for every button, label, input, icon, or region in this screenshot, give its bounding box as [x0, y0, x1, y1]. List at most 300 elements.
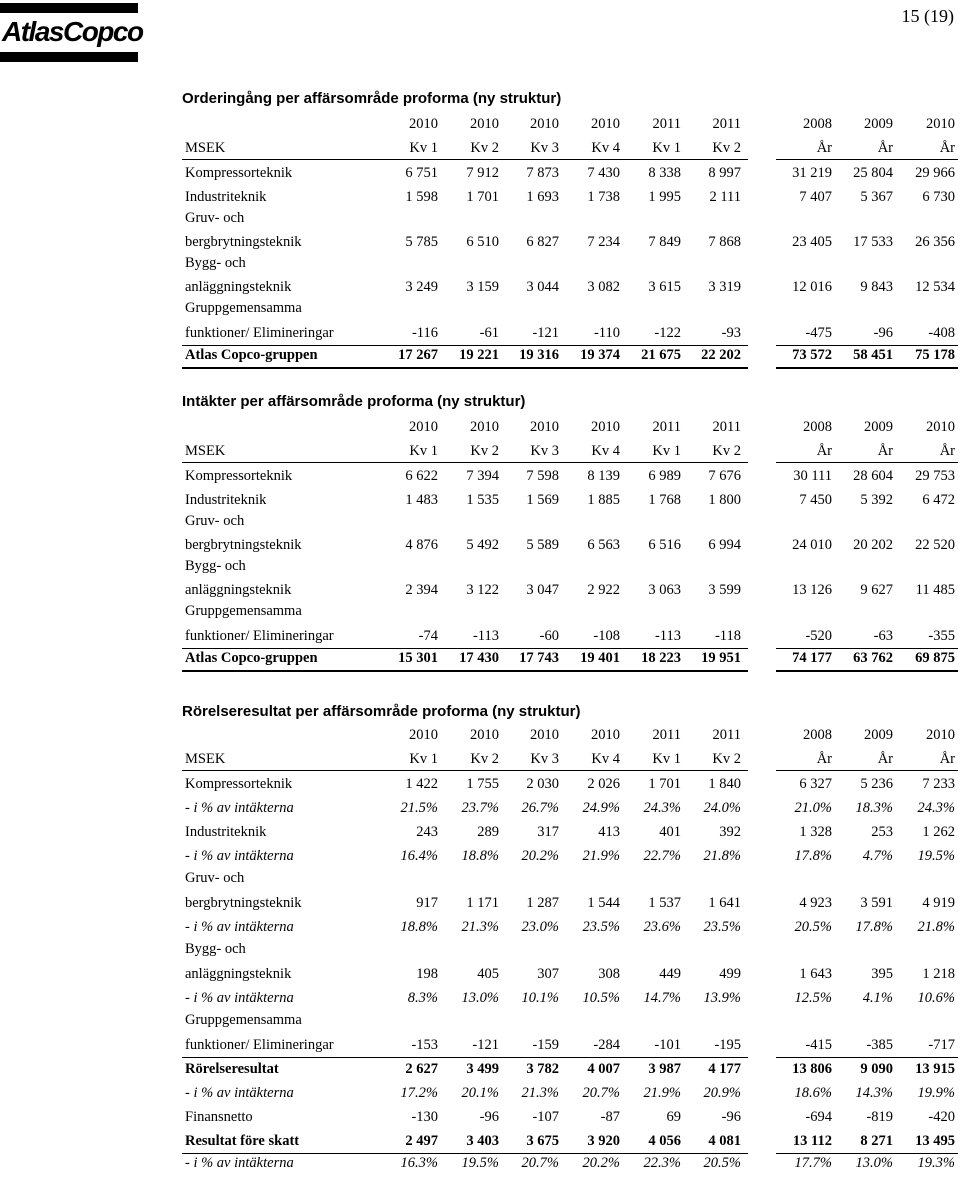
- cell-value: 13 126: [792, 582, 832, 598]
- cell-value: -110: [593, 325, 620, 341]
- cell-value: 17 533: [853, 234, 893, 250]
- cell-value: -61: [479, 325, 499, 341]
- cell-value: -121: [532, 325, 559, 341]
- table-row: [182, 1129, 958, 1153]
- cell-value: 2 030: [526, 776, 559, 792]
- cell-value: 499: [719, 966, 741, 982]
- row-label: Resultat före skatt: [185, 1133, 300, 1149]
- cell-value: 29 966: [915, 165, 955, 181]
- row-label: - i % av intäkterna: [185, 800, 294, 816]
- cell-value: 19.5%: [917, 848, 955, 864]
- cell-value: 5 785: [405, 234, 438, 250]
- cell-value: 4 177: [708, 1061, 741, 1077]
- table-row-label-only: [182, 1010, 958, 1032]
- table-row-label-only: [182, 512, 958, 533]
- cell-value: -96: [479, 1109, 499, 1125]
- cell-value: 1 995: [648, 189, 681, 205]
- row-label: Bygg- och: [185, 558, 246, 574]
- cell-value: 75 178: [915, 347, 955, 363]
- cell-value: 7 450: [799, 492, 832, 508]
- cell-value: Kv 1: [652, 140, 681, 156]
- total-underline-years: [776, 367, 958, 369]
- cell-value: 3 082: [587, 279, 620, 295]
- cell-value: 19.3%: [917, 1155, 955, 1171]
- table-row-label-only: [182, 254, 958, 275]
- cell-value: -113: [472, 628, 499, 644]
- cell-value: -420: [928, 1109, 955, 1125]
- row-label: Atlas Copco-gruppen: [185, 650, 318, 666]
- cell-value: -130: [411, 1109, 438, 1125]
- cell-value: 2 922: [587, 582, 620, 598]
- cell-value: 6 751: [405, 165, 438, 181]
- cell-value: 13 112: [792, 1133, 832, 1149]
- cell-value: 2010: [409, 419, 438, 435]
- cell-value: 7 234: [587, 234, 620, 250]
- cell-value: -107: [532, 1109, 559, 1125]
- header-years-row: [182, 415, 958, 439]
- cell-value: Kv 2: [712, 140, 741, 156]
- cell-value: -118: [714, 628, 741, 644]
- cell-value: 19.5%: [461, 1155, 499, 1171]
- row-label: Kompressorteknik: [185, 468, 293, 484]
- table-row-label-only: [182, 299, 958, 320]
- row-label: - i % av intäkterna: [185, 990, 294, 1006]
- row-label: MSEK: [185, 751, 226, 767]
- cell-value: 1 738: [587, 189, 620, 205]
- cell-value: 3 782: [526, 1061, 559, 1077]
- cell-value: 74 177: [792, 650, 832, 666]
- row-label: - i % av intäkterna: [185, 1155, 294, 1171]
- cell-value: 21.3%: [461, 919, 499, 935]
- cell-value: 73 572: [792, 347, 832, 363]
- cell-value: 2010: [926, 116, 955, 132]
- row-label: Kompressorteknik: [185, 776, 293, 792]
- cell-value: 17 267: [398, 347, 438, 363]
- cell-value: 2009: [864, 727, 893, 743]
- cell-value: 7 676: [708, 468, 741, 484]
- row-label: Gruppgemensamma: [185, 1012, 302, 1028]
- cell-value: -819: [866, 1109, 893, 1125]
- table-row: [182, 986, 958, 1010]
- cell-value: Kv 2: [470, 751, 499, 767]
- cell-value: 3 675: [526, 1133, 559, 1149]
- cell-value: 2010: [409, 727, 438, 743]
- cell-value: 2011: [652, 727, 681, 743]
- total-underline: [182, 670, 748, 672]
- row-label: Industriteknik: [185, 824, 267, 840]
- cell-value: 1 800: [708, 492, 741, 508]
- cell-value: 2 026: [587, 776, 620, 792]
- cell-value: 17 430: [459, 650, 499, 666]
- cell-value: 16.3%: [400, 1155, 438, 1171]
- cell-value: 26.7%: [521, 800, 559, 816]
- cell-value: 20.5%: [794, 919, 832, 935]
- cell-value: 3 249: [405, 279, 438, 295]
- orders-title: Orderingång per affärsområde proforma (ny struktur): [182, 90, 562, 107]
- cell-value: 10.1%: [521, 990, 559, 1006]
- row-label: bergbrytningsteknik: [185, 537, 302, 553]
- table-row: [182, 1032, 958, 1057]
- cell-value: 69 875: [915, 650, 955, 666]
- cell-value: 3 615: [648, 279, 681, 295]
- cell-value: 289: [477, 824, 499, 840]
- table-row-label-only: [182, 557, 958, 578]
- table-row: [182, 796, 958, 820]
- cell-value: -694: [805, 1109, 832, 1125]
- cell-value: 4 007: [587, 1061, 620, 1077]
- subtotal-topline-years: [776, 1057, 958, 1058]
- cell-value: -122: [654, 325, 681, 341]
- cell-value: 3 044: [526, 279, 559, 295]
- cell-value: 13 495: [915, 1133, 955, 1149]
- cell-value: 2010: [470, 727, 499, 743]
- cell-value: -284: [593, 1037, 620, 1053]
- cell-value: 6 827: [526, 234, 559, 250]
- cell-value: 7 394: [466, 468, 499, 484]
- row-label: funktioner/ Elimineringar: [185, 1037, 334, 1053]
- total-underline: [182, 367, 748, 369]
- cell-value: 18.6%: [794, 1085, 832, 1101]
- table-row-label-only: [182, 209, 958, 230]
- cell-value: 22.3%: [643, 1155, 681, 1171]
- cell-value: 1 885: [587, 492, 620, 508]
- table-row: [182, 185, 958, 209]
- cell-value: 22.7%: [643, 848, 681, 864]
- cell-value: 6 510: [466, 234, 499, 250]
- cell-value: 13.9%: [703, 990, 741, 1006]
- cell-value: 1 569: [526, 492, 559, 508]
- cell-value: 19 401: [580, 650, 620, 666]
- cell-value: År: [816, 140, 832, 156]
- row-label: Industriteknik: [185, 492, 267, 508]
- cell-value: 6 730: [922, 189, 955, 205]
- page-number: 15 (19): [901, 6, 954, 26]
- cell-value: 19 316: [519, 347, 559, 363]
- table-row: [182, 230, 958, 254]
- table-row: [182, 915, 958, 939]
- cell-value: 8.3%: [407, 990, 438, 1006]
- row-label: MSEK: [185, 443, 226, 459]
- cell-value: 2010: [470, 116, 499, 132]
- header-years-row: [182, 723, 958, 747]
- cell-value: 20.7%: [521, 1155, 559, 1171]
- cell-value: 69: [666, 1109, 681, 1125]
- cell-value: År: [877, 443, 893, 459]
- cell-value: 17 743: [519, 650, 559, 666]
- row-label: Atlas Copco-gruppen: [185, 347, 318, 363]
- row-label: funktioner/ Elimineringar: [185, 325, 334, 341]
- cell-value: 17.8%: [855, 919, 893, 935]
- cell-value: 253: [871, 824, 893, 840]
- cell-value: 8 139: [587, 468, 620, 484]
- logo-wordmark: AtlasCopco: [2, 16, 143, 47]
- cell-value: 18.3%: [855, 800, 893, 816]
- cell-value: 2011: [712, 727, 741, 743]
- cell-value: 2 627: [405, 1061, 438, 1077]
- row-label: anläggningsteknik: [185, 279, 292, 295]
- cell-value: 392: [719, 824, 741, 840]
- cell-value: 20 202: [853, 537, 893, 553]
- cell-value: 18.8%: [461, 848, 499, 864]
- cell-value: 17.2%: [400, 1085, 438, 1101]
- cell-value: 7 407: [799, 189, 832, 205]
- cell-value: 7 233: [922, 776, 955, 792]
- cell-value: 25 804: [853, 165, 893, 181]
- cell-value: -96: [873, 325, 893, 341]
- row-label: bergbrytningsteknik: [185, 895, 302, 911]
- cell-value: 1 328: [799, 824, 832, 840]
- cell-value: 14.7%: [643, 990, 681, 1006]
- cell-value: 2010: [926, 419, 955, 435]
- cell-value: 63 762: [853, 650, 893, 666]
- cell-value: 2011: [652, 419, 681, 435]
- cell-value: 18.8%: [400, 919, 438, 935]
- cell-value: Kv 2: [712, 751, 741, 767]
- subtotal-topline: [182, 1057, 748, 1058]
- row-label: - i % av intäkterna: [185, 848, 294, 864]
- cell-value: 1 262: [922, 824, 955, 840]
- cell-value: År: [939, 140, 955, 156]
- cell-value: 20.1%: [461, 1085, 499, 1101]
- cell-value: 23.5%: [582, 919, 620, 935]
- table-row: [182, 771, 958, 796]
- cell-value: 10.6%: [917, 990, 955, 1006]
- cell-value: Kv 3: [530, 751, 559, 767]
- cell-value: 7 430: [587, 165, 620, 181]
- cell-value: 4 876: [405, 537, 438, 553]
- row-label: Gruppgemensamma: [185, 603, 302, 619]
- cell-value: 7 868: [708, 234, 741, 250]
- cell-value: 2010: [470, 419, 499, 435]
- table-row: [182, 463, 958, 488]
- cell-value: 23.5%: [703, 919, 741, 935]
- cell-value: 6 563: [587, 537, 620, 553]
- cell-value: Kv 2: [470, 443, 499, 459]
- cell-value: 18 223: [641, 650, 681, 666]
- cell-value: 2 497: [405, 1133, 438, 1149]
- cell-value: 1 535: [466, 492, 499, 508]
- table-row: [182, 820, 958, 844]
- cell-value: 8 997: [708, 165, 741, 181]
- cell-value: 1 598: [405, 189, 438, 205]
- cell-value: 2010: [591, 727, 620, 743]
- cell-value: 6 516: [648, 537, 681, 553]
- cell-value: 3 319: [708, 279, 741, 295]
- row-label: Gruppgemensamma: [185, 300, 302, 316]
- cell-value: År: [816, 751, 832, 767]
- table-row: [182, 623, 958, 648]
- cell-value: 9 627: [860, 582, 893, 598]
- cell-value: 2010: [591, 419, 620, 435]
- row-label: Bygg- och: [185, 255, 246, 271]
- cell-value: 9 090: [860, 1061, 893, 1077]
- header-periods-row: [182, 136, 958, 160]
- cell-value: 3 499: [466, 1061, 499, 1077]
- cell-value: 24.0%: [703, 800, 741, 816]
- table-row: [182, 844, 958, 868]
- cell-value: 20.9%: [703, 1085, 741, 1101]
- row-label: anläggningsteknik: [185, 966, 292, 982]
- table-row: [182, 1153, 958, 1175]
- revenues-table: [182, 415, 958, 670]
- cell-value: År: [877, 751, 893, 767]
- cell-value: 26 356: [915, 234, 955, 250]
- cell-value: Kv 4: [591, 751, 620, 767]
- atlas-copco-logo: [0, 0, 143, 64]
- cell-value: 9 843: [860, 279, 893, 295]
- cell-value: 24.3%: [917, 800, 955, 816]
- row-label: Gruv- och: [185, 870, 245, 886]
- cell-value: 21 675: [641, 347, 681, 363]
- cell-value: 21.0%: [794, 800, 832, 816]
- cell-value: År: [816, 443, 832, 459]
- cell-value: -408: [928, 325, 955, 341]
- cell-value: 4 919: [922, 895, 955, 911]
- table-row: [182, 1105, 958, 1129]
- cell-value: Kv 2: [712, 443, 741, 459]
- cell-value: 13.0%: [461, 990, 499, 1006]
- cell-value: 14.3%: [855, 1085, 893, 1101]
- cell-value: 7 598: [526, 468, 559, 484]
- cell-value: 2010: [409, 116, 438, 132]
- row-label: anläggningsteknik: [185, 582, 292, 598]
- total-underline-years: [776, 670, 958, 672]
- table-row: [182, 275, 958, 299]
- cell-value: 21.3%: [521, 1085, 559, 1101]
- cell-value: Kv 4: [591, 140, 620, 156]
- cell-value: 7 873: [526, 165, 559, 181]
- orders-table: [182, 112, 958, 367]
- cell-value: Kv 1: [652, 443, 681, 459]
- table-row: [182, 961, 958, 986]
- row-label: funktioner/ Elimineringar: [185, 628, 334, 644]
- cell-value: -113: [654, 628, 681, 644]
- cell-value: Kv 1: [652, 751, 681, 767]
- cell-value: 2011: [712, 116, 741, 132]
- cell-value: -108: [593, 628, 620, 644]
- header-periods-row: [182, 747, 958, 771]
- cell-value: -60: [539, 628, 559, 644]
- cell-value: 23 405: [792, 234, 832, 250]
- cell-value: 3 047: [526, 582, 559, 598]
- cell-value: Kv 1: [409, 140, 438, 156]
- row-label: Industriteknik: [185, 189, 267, 205]
- row-label: Bygg- och: [185, 941, 246, 957]
- cell-value: 10.5%: [582, 990, 620, 1006]
- total-row: [182, 345, 958, 367]
- cell-value: -355: [928, 628, 955, 644]
- cell-value: 6 989: [648, 468, 681, 484]
- cell-value: 4.1%: [862, 990, 893, 1006]
- cell-value: 1 701: [466, 189, 499, 205]
- cell-value: Kv 2: [470, 140, 499, 156]
- cell-value: 449: [659, 966, 681, 982]
- cell-value: 1 422: [405, 776, 438, 792]
- cell-value: -153: [411, 1037, 438, 1053]
- cell-value: 13 806: [792, 1061, 832, 1077]
- cell-value: 19 951: [701, 650, 741, 666]
- cell-value: 3 987: [648, 1061, 681, 1077]
- cell-value: -520: [805, 628, 832, 644]
- cell-value: 307: [537, 966, 559, 982]
- cell-value: 3 122: [466, 582, 499, 598]
- cell-value: 16.4%: [400, 848, 438, 864]
- row-label: - i % av intäkterna: [185, 919, 294, 935]
- revenues-title: Intäkter per affärsområde proforma (ny struktur): [182, 393, 526, 410]
- cell-value: 20.2%: [521, 848, 559, 864]
- cell-value: 23.0%: [521, 919, 559, 935]
- cell-value: 5 367: [860, 189, 893, 205]
- cell-value: 2 394: [405, 582, 438, 598]
- cell-value: Kv 4: [591, 443, 620, 459]
- table-row: [182, 160, 958, 185]
- cell-value: 19 221: [459, 347, 499, 363]
- cell-value: 4 081: [708, 1133, 741, 1149]
- cell-value: 20.7%: [582, 1085, 620, 1101]
- cell-value: 1 755: [466, 776, 499, 792]
- cell-value: 13 915: [915, 1061, 955, 1077]
- cell-value: 19 374: [580, 347, 620, 363]
- cell-value: År: [939, 443, 955, 459]
- cell-value: 17.8%: [794, 848, 832, 864]
- cell-value: 24.3%: [643, 800, 681, 816]
- cell-value: 6 994: [708, 537, 741, 553]
- row-label: Kompressorteknik: [185, 165, 293, 181]
- cell-value: 28 604: [853, 468, 893, 484]
- cell-value: -159: [532, 1037, 559, 1053]
- operating-title: Rörelseresultat per affärsområde proforma (ny struktur): [182, 703, 581, 720]
- cell-value: 5 492: [466, 537, 499, 553]
- cell-value: 6 472: [922, 492, 955, 508]
- cell-value: 20.2%: [582, 1155, 620, 1171]
- table-row: [182, 1057, 958, 1081]
- cell-value: 2011: [712, 419, 741, 435]
- cell-value: Kv 1: [409, 751, 438, 767]
- cell-value: 1 483: [405, 492, 438, 508]
- cell-value: 21.8%: [703, 848, 741, 864]
- cell-value: 7 849: [648, 234, 681, 250]
- cell-value: Kv 3: [530, 140, 559, 156]
- cell-value: 3 591: [860, 895, 893, 911]
- cell-value: 22 202: [701, 347, 741, 363]
- cell-value: 3 063: [648, 582, 681, 598]
- cell-value: År: [877, 140, 893, 156]
- cell-value: 2 111: [709, 189, 741, 205]
- row-label: bergbrytningsteknik: [185, 234, 302, 250]
- cell-value: 24.9%: [582, 800, 620, 816]
- cell-value: 24 010: [792, 537, 832, 553]
- cell-value: 395: [871, 966, 893, 982]
- cell-value: 4 923: [799, 895, 832, 911]
- cell-value: 21.9%: [582, 848, 620, 864]
- header-years-row: [182, 112, 958, 136]
- cell-value: 12.5%: [794, 990, 832, 1006]
- cell-value: 1 218: [922, 966, 955, 982]
- cell-value: 7 912: [466, 165, 499, 181]
- cell-value: 2009: [864, 419, 893, 435]
- cell-value: 308: [598, 966, 620, 982]
- cell-value: -74: [418, 628, 438, 644]
- table-row: [182, 1081, 958, 1105]
- cell-value: 1 171: [466, 895, 499, 911]
- cell-value: -121: [472, 1037, 499, 1053]
- cell-value: 5 589: [526, 537, 559, 553]
- cell-value: 413: [598, 824, 620, 840]
- cell-value: 243: [416, 824, 438, 840]
- cell-value: 23.7%: [461, 800, 499, 816]
- cell-value: 2008: [803, 116, 832, 132]
- table-row: [182, 578, 958, 602]
